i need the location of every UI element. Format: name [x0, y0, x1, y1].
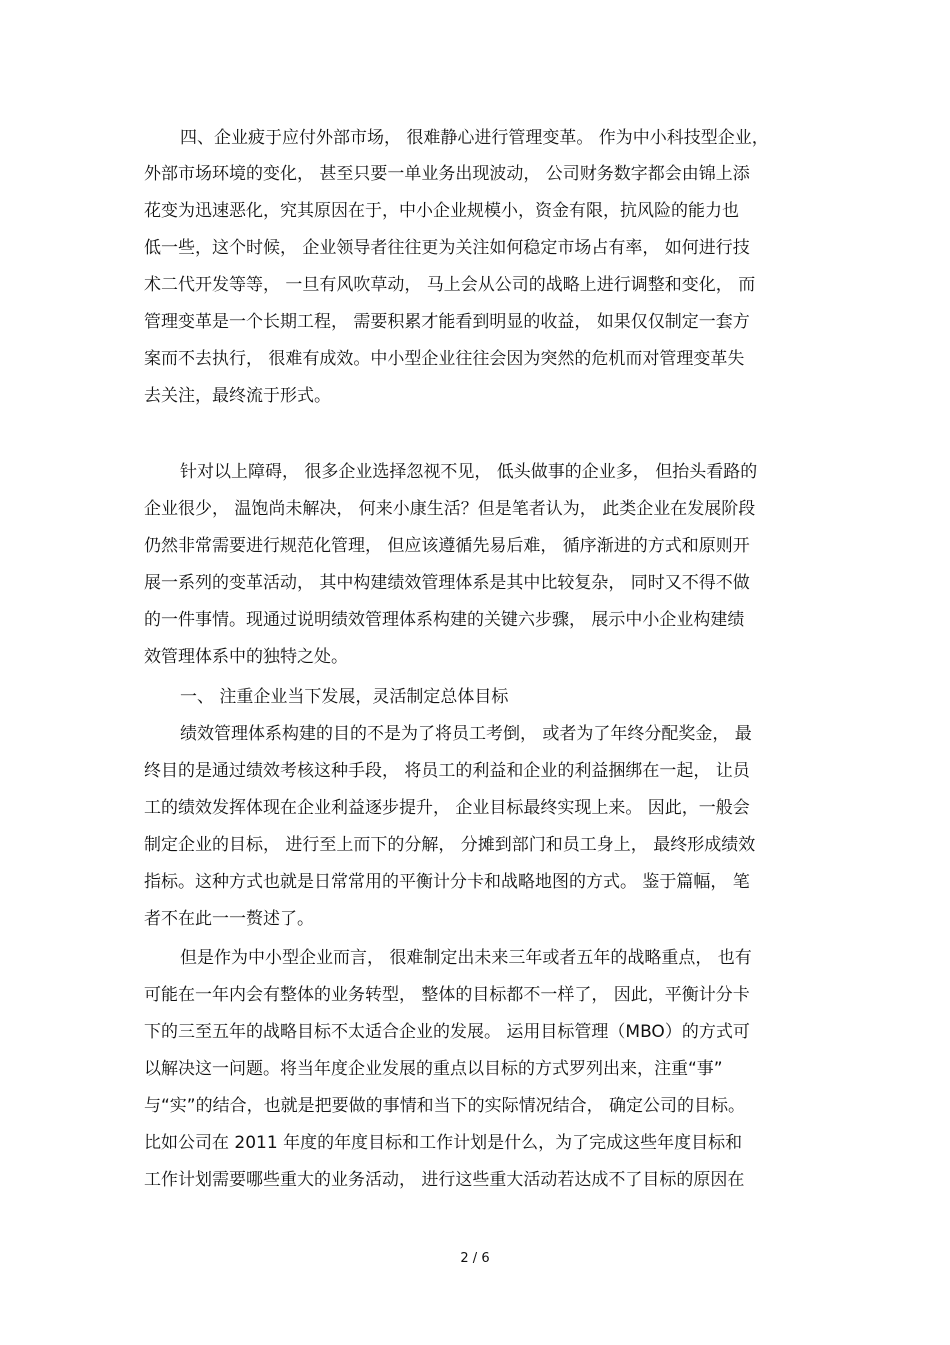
text-line: 四、企业疲于应付外部市场， 很难静心进行管理变革。 作为中小科技型企业，	[180, 128, 769, 148]
text-line: 管理变革是一个长期工程， 需要积累才能看到明显的收益， 如果仅仅制定一套方	[144, 312, 750, 332]
text-line: 的一件事情。现通过说明绩效管理体系构建的关键六步骤， 展示中小企业构建绩	[144, 610, 745, 630]
text-line: 针对以上障碍， 很多企业选择忽视不见， 低头做事的企业多， 但抬头看路的	[180, 462, 758, 482]
text-line: 终目的是通过绩效考核这种手段， 将员工的利益和企业的利益捆绑在一起， 让员	[144, 761, 750, 781]
page-indicator: 2 / 6	[460, 1251, 490, 1266]
text-line: 花变为迅速恶化，究其原因在于，中小企业规模小，资金有限，抗风险的能力也	[144, 201, 739, 221]
section-heading: 一、 注重企业当下发展，灵活制定总体目标	[180, 687, 509, 707]
text-line: 案而不去执行， 很难有成效。中小型企业往往会因为突然的危机而对管理变革失	[144, 349, 745, 369]
text-line: 工的绩效发挥体现在企业利益逐步提升， 企业目标最终实现上来。 因此，一般会	[144, 798, 750, 818]
text-line: 比如公司在 2011 年度的年度目标和工作计划是什么，为了完成这些年度目标和	[144, 1133, 743, 1153]
text-line: 以解决这一问题。将当年度企业发展的重点以目标的方式罗列出来，注重“事”	[144, 1059, 723, 1079]
text-line: 可能在一年内会有整体的业务转型， 整体的目标都不一样了， 因此，平衡计分卡	[144, 985, 750, 1005]
text-line: 工作计划需要哪些重大的业务活动， 进行这些重大活动若达成不了目标的原因在	[144, 1170, 745, 1190]
text-line: 指标。这种方式也就是日常常用的平衡计分卡和战略地图的方式。 鉴于篇幅， 笔	[144, 872, 750, 892]
text-line: 仍然非常需要进行规范化管理， 但应该遵循先易后难， 循序渐进的方式和原则开	[144, 536, 750, 556]
text-line: 企业很少， 温饱尚未解决， 何来小康生活？但是笔者认为， 此类企业在发展阶段	[144, 499, 756, 519]
text-line: 低一些，这个时候， 企业领导者往往更为关注如何稳定市场占有率， 如何进行技	[144, 238, 750, 258]
text-line: 绩效管理体系构建的目的不是为了将员工考倒， 或者为了年终分配奖金， 最	[180, 724, 752, 744]
text-line: 外部市场环境的变化， 甚至只要一单业务出现波动， 公司财务数字都会由锦上添	[144, 164, 750, 184]
text-line: 制定企业的目标， 进行至上而下的分解， 分摊到部门和员工身上， 最终形成绩效	[144, 835, 756, 855]
text-line: 者不在此一一赘述了。	[144, 909, 314, 929]
text-line: 术二代开发等等， 一旦有风吹草动， 马上会从公司的战略上进行调整和变化， 而	[144, 275, 756, 295]
text-line: 下的三至五年的战略目标不太适合企业的发展。 运用目标管理（MBO）的方式可	[144, 1022, 750, 1042]
text-line: 效管理体系中的独特之处。	[144, 647, 348, 667]
text-line: 但是作为中小型企业而言， 很难制定出未来三年或者五年的战略重点， 也有	[180, 948, 752, 968]
text-line: 与“实”的结合，也就是把要做的事情和当下的实际情况结合， 确定公司的目标。	[144, 1096, 746, 1116]
text-line: 展一系列的变革活动， 其中构建绩效管理体系是其中比较复杂， 同时又不得不做	[144, 573, 750, 593]
text-line: 去关注，最终流于形式。	[144, 386, 331, 406]
